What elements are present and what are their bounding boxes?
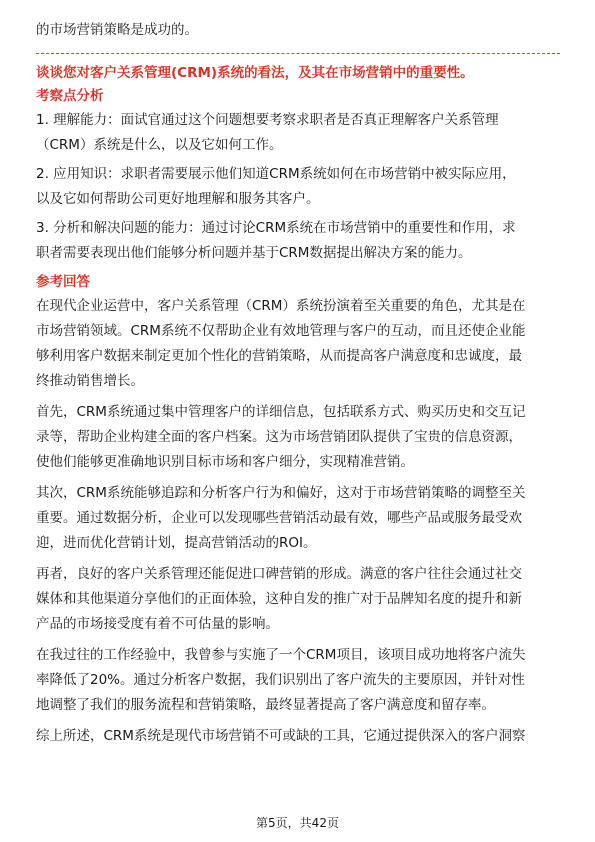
text-line: 2. 应用知识：求职者需要展示他们知道CRM系统如何在市场营销中被实际应用， <box>36 166 516 182</box>
text-line: 综上所述，CRM系统是现代市场营销不可或缺的工具，它通过提供深入的客户洞察 <box>36 728 526 744</box>
text-line: 市场营销领域。CRM系统不仅帮助企业有效地管理与客户的互动，而且还使企业能 <box>36 323 526 339</box>
text-line: 再者，良好的客户关系管理还能促进口碑营销的形成。满意的客户往往会通过社交 <box>36 566 522 582</box>
text-line: 1. 理解能力：面试官通过这个问题想要考察求职者是否真正理解客户关系管理 <box>36 112 499 128</box>
text-line: 以及它如何帮助公司更好地理解和服务其客户。 <box>36 191 320 207</box>
list-item <box>36 216 560 266</box>
paragraph <box>36 481 560 556</box>
text-line: 在现代企业运营中，客户关系管理（CRM）系统扮演着至关重要的角色，尤其是在 <box>36 298 526 314</box>
text-line: 首先，CRM系统通过集中管理客户的详细信息，包括联系方式、购买历史和交互记 <box>36 404 526 420</box>
text-line: 使他们能够更准确地识别目标市场和客户细分，实现精准营销。 <box>36 454 414 470</box>
text-line: 迎，进而优化营销计划，提高营销活动的ROI。 <box>36 535 317 551</box>
text-line: 够利用客户数据来制定更加个性化的营销策略，从而提高客户满意度和忠诚度，最 <box>36 348 522 364</box>
section-divider <box>36 53 560 54</box>
text-line: 媒体和其他渠道分享他们的正面体验，这种自发的推广对于品牌知名度的提升和新 <box>36 591 522 607</box>
question-title: 谈谈您对客户关系管理(CRM)系统的看法，及其在市场营销中的重要性。 <box>36 65 474 81</box>
text-line: 录等，帮助企业构建全面的客户档案。这为市场营销团队提供了宝贵的信息资源， <box>36 429 522 445</box>
paragraph <box>36 643 560 718</box>
paragraph <box>36 400 560 475</box>
text-line: 率降低了20%。通过分析客户数据，我们识别出了客户流失的主要原因，并针对性 <box>36 672 526 688</box>
analysis-heading: 考察点分析 <box>36 88 104 104</box>
document-page <box>36 18 560 755</box>
paragraph <box>36 724 560 749</box>
text-line: 职者需要表现出他们能够分析问题并基于CRM数据提出解决方案的能力。 <box>36 245 472 261</box>
text-line: （CRM）系统是什么，以及它如何工作。 <box>36 137 283 153</box>
text-line: 重要。通过数据分析，企业可以发现哪些营销活动最有效，哪些产品或服务最受欢 <box>36 510 522 526</box>
answer-body <box>36 294 560 749</box>
list-item <box>36 108 560 158</box>
text-line: 3. 分析和解决问题的能力：通过讨论CRM系统在市场营销中的重要性和作用，求 <box>36 220 516 236</box>
analysis-list <box>36 108 560 266</box>
paragraph <box>36 562 560 637</box>
continued-text: 的市场营销策略是成功的。 <box>36 22 198 38</box>
text-line: 终推动销售增长。 <box>36 373 144 389</box>
paragraph <box>36 294 560 394</box>
text-line: 其次，CRM系统能够追踪和分析客户行为和偏好，这对于市场营销策略的调整至关 <box>36 485 526 501</box>
page-number-footer: 第5页，共42页 <box>256 816 339 830</box>
text-line: 产品的市场接受度有着不可估量的影响。 <box>36 616 279 632</box>
list-item <box>36 162 560 212</box>
text-line: 在我过往的工作经验中，我曾参与实施了一个CRM项目，该项目成功地将客户流失 <box>36 647 526 663</box>
answer-heading: 参考回答 <box>36 274 90 290</box>
text-line: 地调整了我们的服务流程和营销策略，最终显著提高了客户满意度和留存率。 <box>36 697 495 713</box>
